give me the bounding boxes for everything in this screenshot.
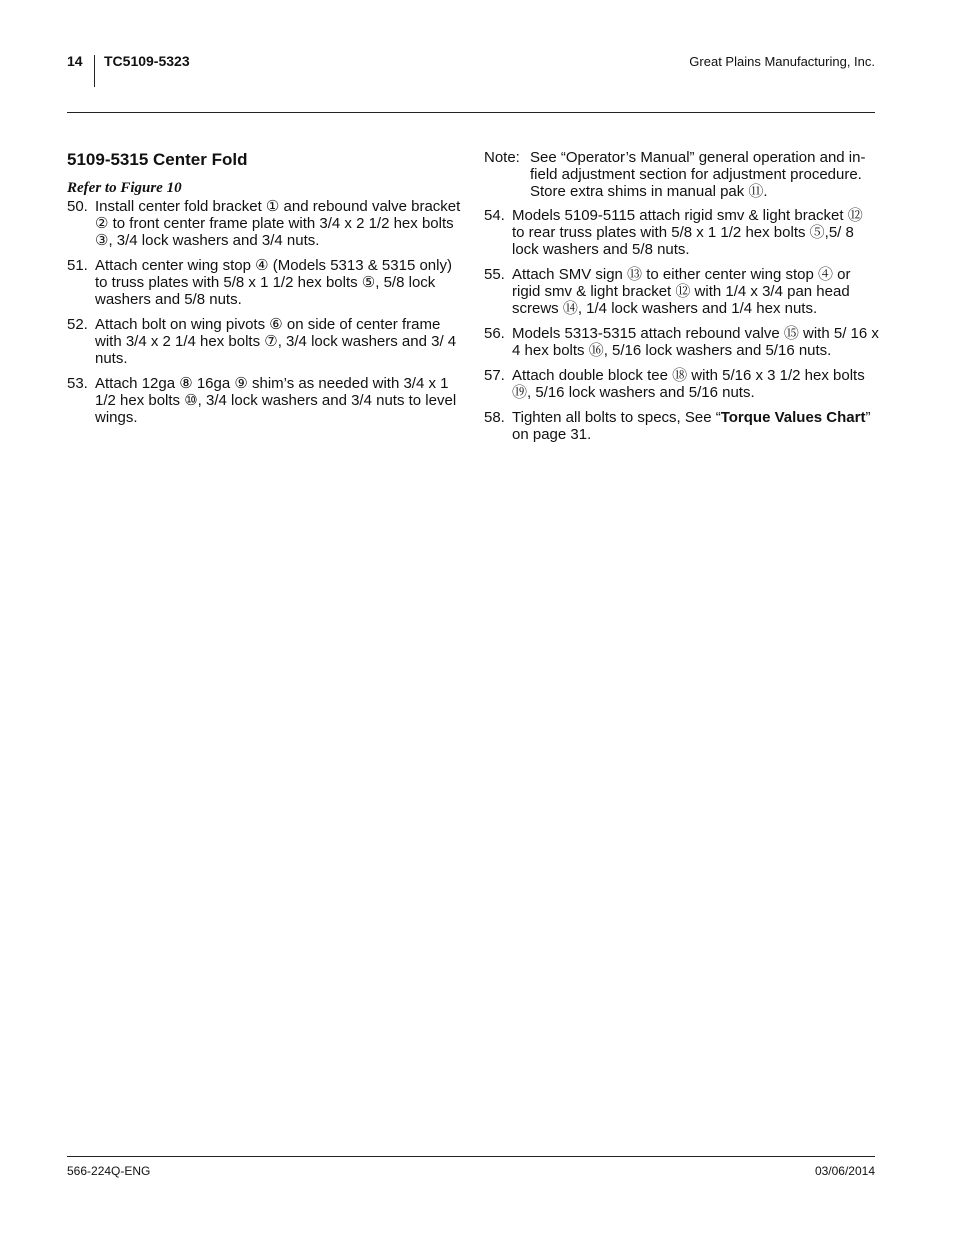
step-number: 52.: [67, 316, 88, 333]
step-number: 53.: [67, 375, 88, 392]
step-57: [484, 367, 879, 401]
step-text: Attach 12ga ⑧ 16ga ⑨ shim’s as needed with 3/4 x 1 1/2 hex bolts ⑩, 3/4 lock washers and 3/4 nuts to level wings.: [95, 375, 457, 426]
step-number: 58.: [484, 409, 505, 426]
step-52: [67, 316, 462, 367]
header-rule: [67, 112, 875, 113]
step-55: [484, 266, 879, 317]
left-column: [67, 149, 462, 434]
step-text: [512, 409, 879, 443]
header-divider: [94, 55, 95, 87]
step-number: 54.: [484, 207, 505, 224]
step-number: 56.: [484, 325, 505, 342]
step-text: Attach bolt on wing pivots ⑥ on side of center frame with 3/4 x 2 1/4 hex bolts ⑦, 3/4 lock washers and 3/ 4 nuts.: [95, 316, 457, 367]
step-text: Models 5109-5115 attach rigid smv & light bracket ⑫ to rear truss plates with 5/8 x 1 1/2 hex bolts ⑤,5/ 8 lock washers and 5/8 nuts.: [512, 207, 863, 258]
note-label: Note:: [484, 149, 520, 166]
company-name: Great Plains Manufacturing, Inc.: [689, 54, 875, 69]
step-text: Install center fold bracket ① and rebound valve bracket ② to front center frame plate with 3/4 x 2 1/2 hex bolts ③, 3/4 lock washers and 3/4 nuts.: [95, 198, 461, 249]
footer-rule: [67, 1156, 875, 1157]
step-58: [484, 409, 879, 443]
document-id: TC5109-5323: [104, 53, 190, 69]
torque-values-chart-reference[interactable]: Torque Values Chart: [720, 409, 866, 426]
step-50: [67, 198, 462, 249]
step-53: [67, 375, 462, 426]
right-column: [484, 149, 879, 451]
publication-date: 03/06/2014: [814, 1164, 875, 1178]
step-51: [67, 257, 462, 308]
step-text-post: ” on page 31.: [512, 409, 871, 443]
step-number: 51.: [67, 257, 88, 274]
figure-reference: Refer to Figure 10: [67, 180, 182, 196]
step-text: Attach SMV sign ⑬ to either center wing stop ④ or rigid smv & light bracket ⑫ with 1/4 x 3/4 pan head screws ⑭, 1/4 lock washers and 1/4 hex nuts.: [512, 266, 851, 317]
step-56: [484, 325, 879, 359]
step-number: 55.: [484, 266, 505, 283]
section-title: 5109-5315 Center Fold: [67, 150, 248, 169]
note-text: See “Operator’s Manual” general operation and in-field adjustment section for adjustment procedure. Store extra shims in manual pak ⑪.: [530, 149, 866, 200]
step-54: [484, 207, 879, 258]
page-number: 14: [67, 53, 83, 69]
note: [484, 149, 879, 200]
step-text: Attach double block tee ⑱ with 5/16 x 3 1/2 hex bolts ⑲, 5/16 lock washers and 5/16 nuts.: [512, 367, 865, 401]
step-text-pre: Tighten all bolts to specs, See “: [512, 409, 721, 426]
step-number: 57.: [484, 367, 505, 384]
step-text: Models 5313-5315 attach rebound valve ⑮ with 5/ 16 x 4 hex bolts ⑯, 5/16 lock washers and 5/16 nuts.: [512, 325, 879, 359]
part-number: 566-224Q-ENG: [67, 1164, 151, 1178]
step-number: 50.: [67, 198, 88, 215]
step-text: Attach center wing stop ④ (Models 5313 & 5315 only) to truss plates with 5/8 x 1 1/2 hex bolts ⑤, 5/8 lock washers and 5/8 nuts.: [95, 257, 452, 308]
